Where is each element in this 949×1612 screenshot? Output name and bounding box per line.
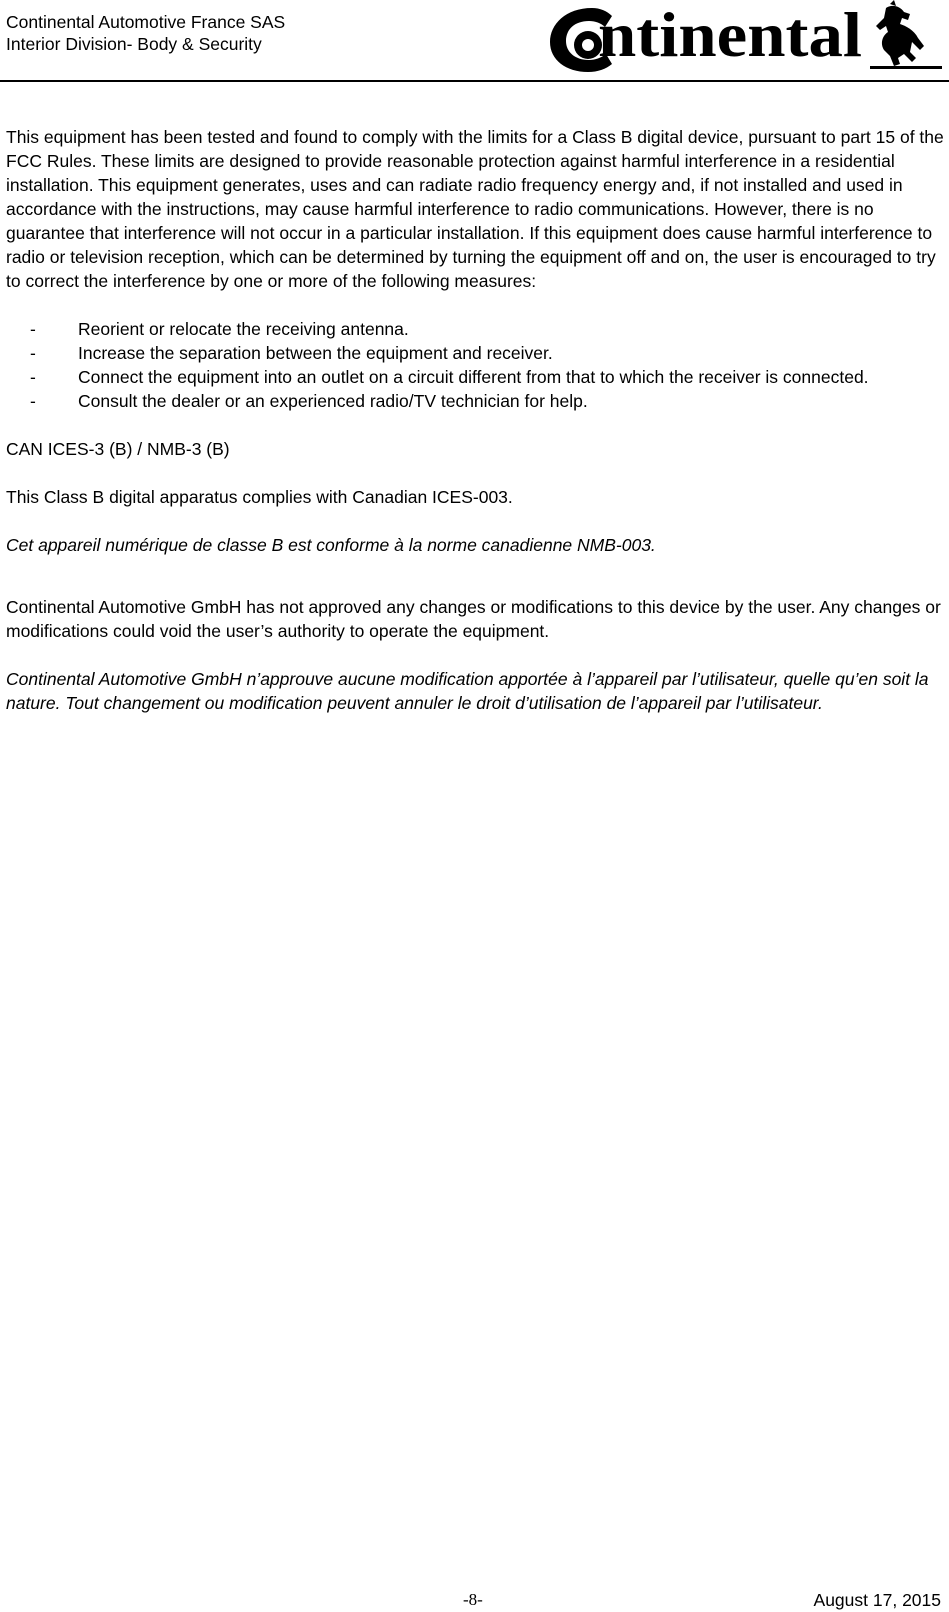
list-item (6, 365, 946, 389)
canada-statement-en: This Class B digital apparatus complies with Canadian ICES-003. (6, 487, 513, 507)
list-item-text: Reorient or relocate the receiving antenna. (78, 319, 409, 339)
list-item (6, 317, 946, 341)
bullet-dash: - (30, 367, 36, 387)
can-ices-label: CAN ICES-3 (B) / NMB-3 (B) (6, 439, 230, 459)
list-item-text: Consult the dealer or an experienced radio/TV technician for help. (78, 391, 588, 411)
list-item-text: Connect the equipment into an outlet on a circuit different from that to which the receiver is connected. (78, 367, 869, 387)
page-number: -8- (463, 1590, 483, 1609)
measures-list (6, 317, 946, 413)
bullet-dash: - (30, 343, 36, 363)
company-info (6, 11, 285, 55)
modifications-statement-en: Continental Automotive GmbH has not approved any changes or modifications to this device by the user. Any changes or modifications could void the user’s authority to operate the equipment. (6, 597, 941, 641)
logo-wordmark: ntinental (598, 0, 862, 70)
horse-underline (870, 66, 942, 69)
fcc-statement: This equipment has been tested and found to comply with the limits for a Class B digital device, pursuant to part 15 of the FCC Rules. These limits are designed to provide reasonable protection against harmful interference in a residential installation. This equipment generates, uses and can radiate radio frequency energy and, if not installed and used in accordance with the instructions, may cause harmful interference to radio communications. However, there is no guarantee that interference will not occur in a particular installation. If this equipment does cause harmful interference to radio or television reception, which can be determined by turning the equipment off and on, the user is encouraged to try to correct the interference by one or more of the following measures: (6, 127, 944, 291)
header-divider (0, 80, 949, 82)
document-date: August 17, 2015 (813, 1590, 941, 1610)
document-body (6, 125, 946, 715)
page-footer (0, 1590, 949, 1612)
horse-emblem (876, 0, 924, 66)
bullet-dash: - (30, 391, 36, 411)
continental-logo (544, 0, 946, 76)
division-name: Interior Division- Body & Security (6, 34, 262, 54)
bullet-dash: - (30, 319, 36, 339)
list-item (6, 389, 946, 413)
modifications-statement-fr: Continental Automotive GmbH n’approuve aucune modification apportée à l’appareil par l’utilisateur, quelle qu’en soit la nature. Tout changement ou modification peuvent annuler le droit d’utilisation de l’appareil par l’utilisateur. (6, 669, 929, 713)
page-header (0, 0, 949, 82)
list-item (6, 341, 946, 365)
canada-statement-fr: Cet appareil numérique de classe B est conforme à la norme canadienne NMB-003. (6, 535, 656, 555)
company-name: Continental Automotive France SAS (6, 12, 286, 32)
list-item-text: Increase the separation between the equipment and receiver. (78, 343, 553, 363)
